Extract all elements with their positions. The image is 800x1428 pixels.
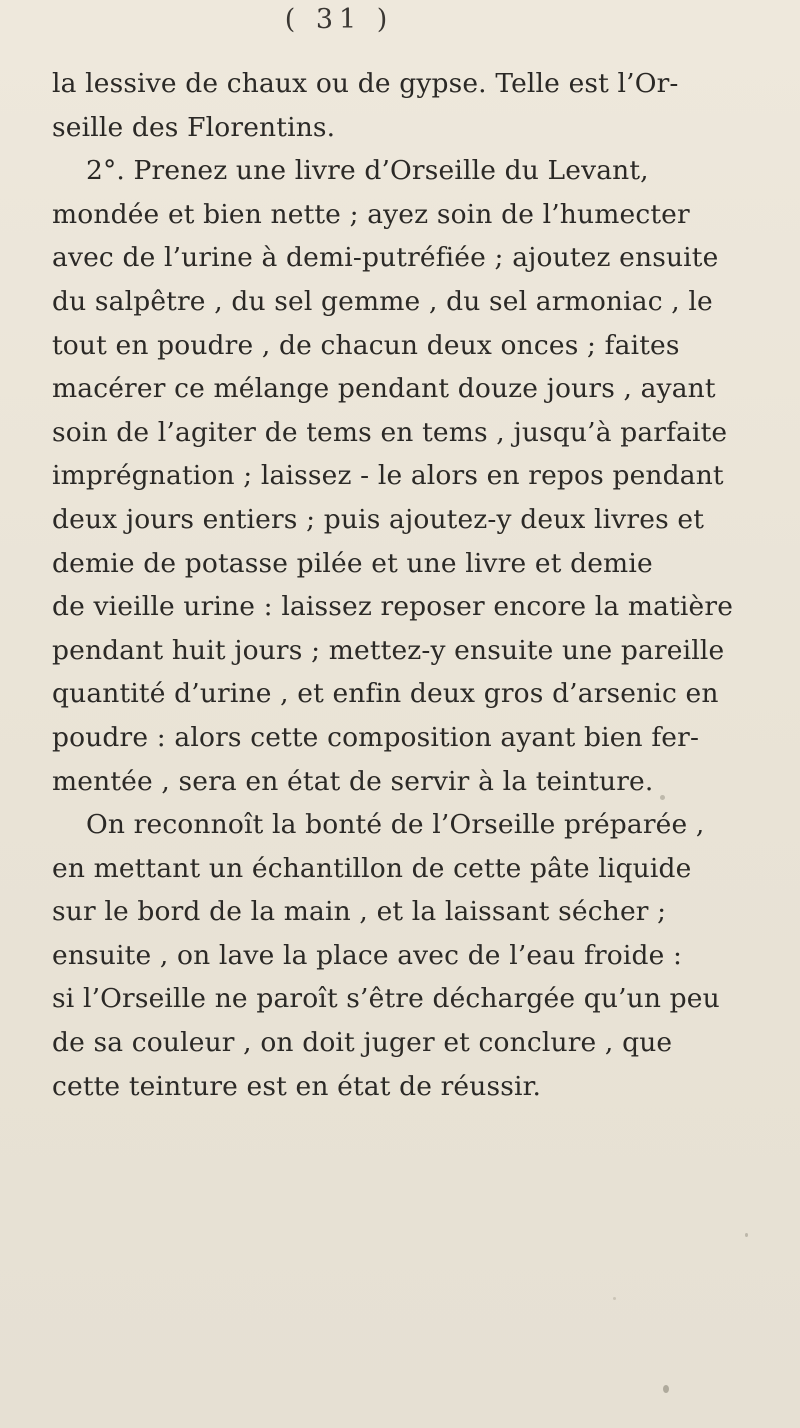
text-line: tout en poudre , de chacun deux onces ; faites xyxy=(52,329,680,361)
paragraph-start-line: 2°. Prenez une livre d’Orseille du Levant, xyxy=(86,155,649,187)
text-line: mondée et bien nette ; ayez soin de l’humecter xyxy=(52,198,690,230)
text-line: soin de l’agiter de tems en tems , jusqu’à parfaite xyxy=(52,416,728,448)
text-line: de sa couleur , on doit juger et conclure , que xyxy=(52,1027,673,1059)
text-line: cette teinture est en état de réussir. xyxy=(52,1070,542,1102)
text-line: avec de l’urine à demi-putréfiée ; ajoutez ensuite xyxy=(52,242,719,274)
text-line: en mettant un échantillon de cette pâte liquide xyxy=(52,852,692,884)
text-line: seille des Florentins. xyxy=(52,111,336,143)
text-line: pendant huit jours ; mettez-y ensuite une pareille xyxy=(52,634,725,666)
text-line: de vieille urine : laissez reposer encore la matière xyxy=(52,591,734,623)
text-line: macérer ce mélange pendant douze jours , ayant xyxy=(52,373,716,405)
text-line: du salpêtre , du sel gemme , du sel armoniac , le xyxy=(52,285,713,317)
text-line: poudre : alors cette composition ayant bien fer- xyxy=(52,721,700,753)
text-line: sur le bord de la main , et la laissant sécher ; xyxy=(52,896,667,928)
page-number: ( 31 ) xyxy=(284,4,394,35)
paragraph-start-line: On reconnoît la bonté de l’Orseille préparée , xyxy=(86,809,705,841)
paper-speck xyxy=(613,1297,616,1300)
paper-speck xyxy=(663,1385,669,1393)
text-line: mentée , sera en état de servir à la teinture. xyxy=(52,765,654,797)
body-text xyxy=(52,62,756,1108)
text-line: la lessive de chaux ou de gypse. Telle est l’Or- xyxy=(52,68,679,99)
text-line: imprégnation ; laissez - le alors en repos pendant xyxy=(52,460,724,492)
text-line: demie de potasse pilée et une livre et demie xyxy=(52,547,653,579)
text-line: deux jours entiers ; puis ajoutez-y deux livres et xyxy=(52,503,705,535)
text-line: si l’Orseille ne paroît s’être déchargée qu’un peu xyxy=(52,983,720,1015)
paper-speck xyxy=(660,795,665,800)
text-line: quantité d’urine , et enfin deux gros d’arsenic en xyxy=(52,678,719,710)
paper-speck xyxy=(745,1233,748,1237)
text-line: ensuite , on lave la place avec de l’eau froide : xyxy=(52,939,683,971)
